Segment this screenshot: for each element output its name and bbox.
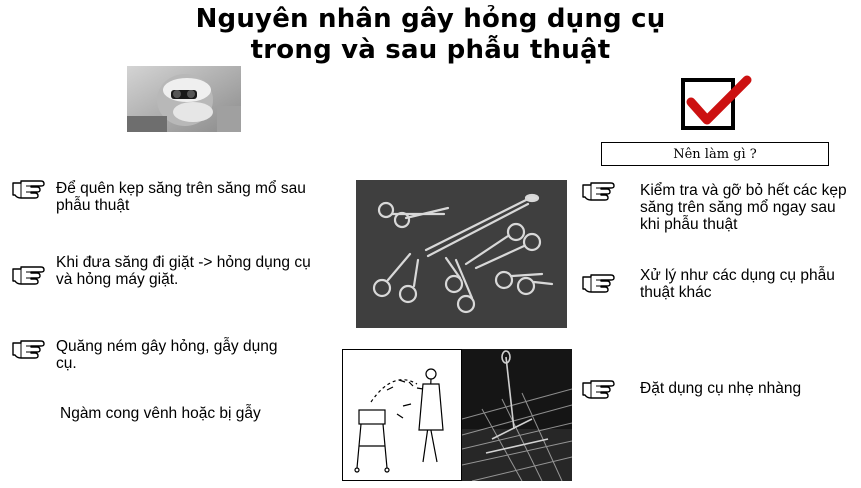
pointing-hand-icon: [11, 338, 45, 360]
instruments-photo: [356, 180, 567, 328]
solution-item-3: Đặt dụng cụ nhẹ nhàng: [640, 380, 802, 397]
title-line-1: Nguyên nhân gây hỏng dụng cụ: [195, 4, 666, 34]
extra-note: Ngàm cong vênh hoặc bị gẫy: [60, 405, 261, 422]
solution-item-2: Xử lý như các dụng cụ phẫu thuật khác: [640, 267, 835, 301]
what-to-do-text: Nên làm gì ?: [673, 146, 757, 162]
pointing-hand-icon: [581, 378, 615, 400]
surgeon-photo: [127, 66, 241, 132]
check-box-icon: [681, 74, 741, 130]
title-line-2: trong và sau phẫu thuật: [250, 35, 611, 65]
what-to-do-label: [601, 142, 829, 166]
cause-item-2: Khi đưa săng đi giặt -> hỏng dụng cụ và hỏng máy giặt.: [56, 254, 311, 288]
slide-title: [120, 4, 741, 66]
washing-photo: [462, 349, 572, 481]
pointing-hand-icon: [581, 180, 615, 202]
solution-item-1: Kiểm tra và gỡ bỏ hết các kẹp săng trên săng mổ ngay sau khi phẫu thuật: [640, 182, 847, 233]
pointing-hand-icon: [581, 272, 615, 294]
cause-item-3: Quăng ném gây hỏng, gẫy dụng cụ.: [56, 338, 278, 372]
pointing-hand-icon: [11, 264, 45, 286]
pointing-hand-icon: [11, 178, 45, 200]
throwing-illustration: [342, 349, 462, 481]
cause-item-1: Để quên kẹp săng trên săng mổ sau phẫu thuật: [56, 180, 306, 214]
